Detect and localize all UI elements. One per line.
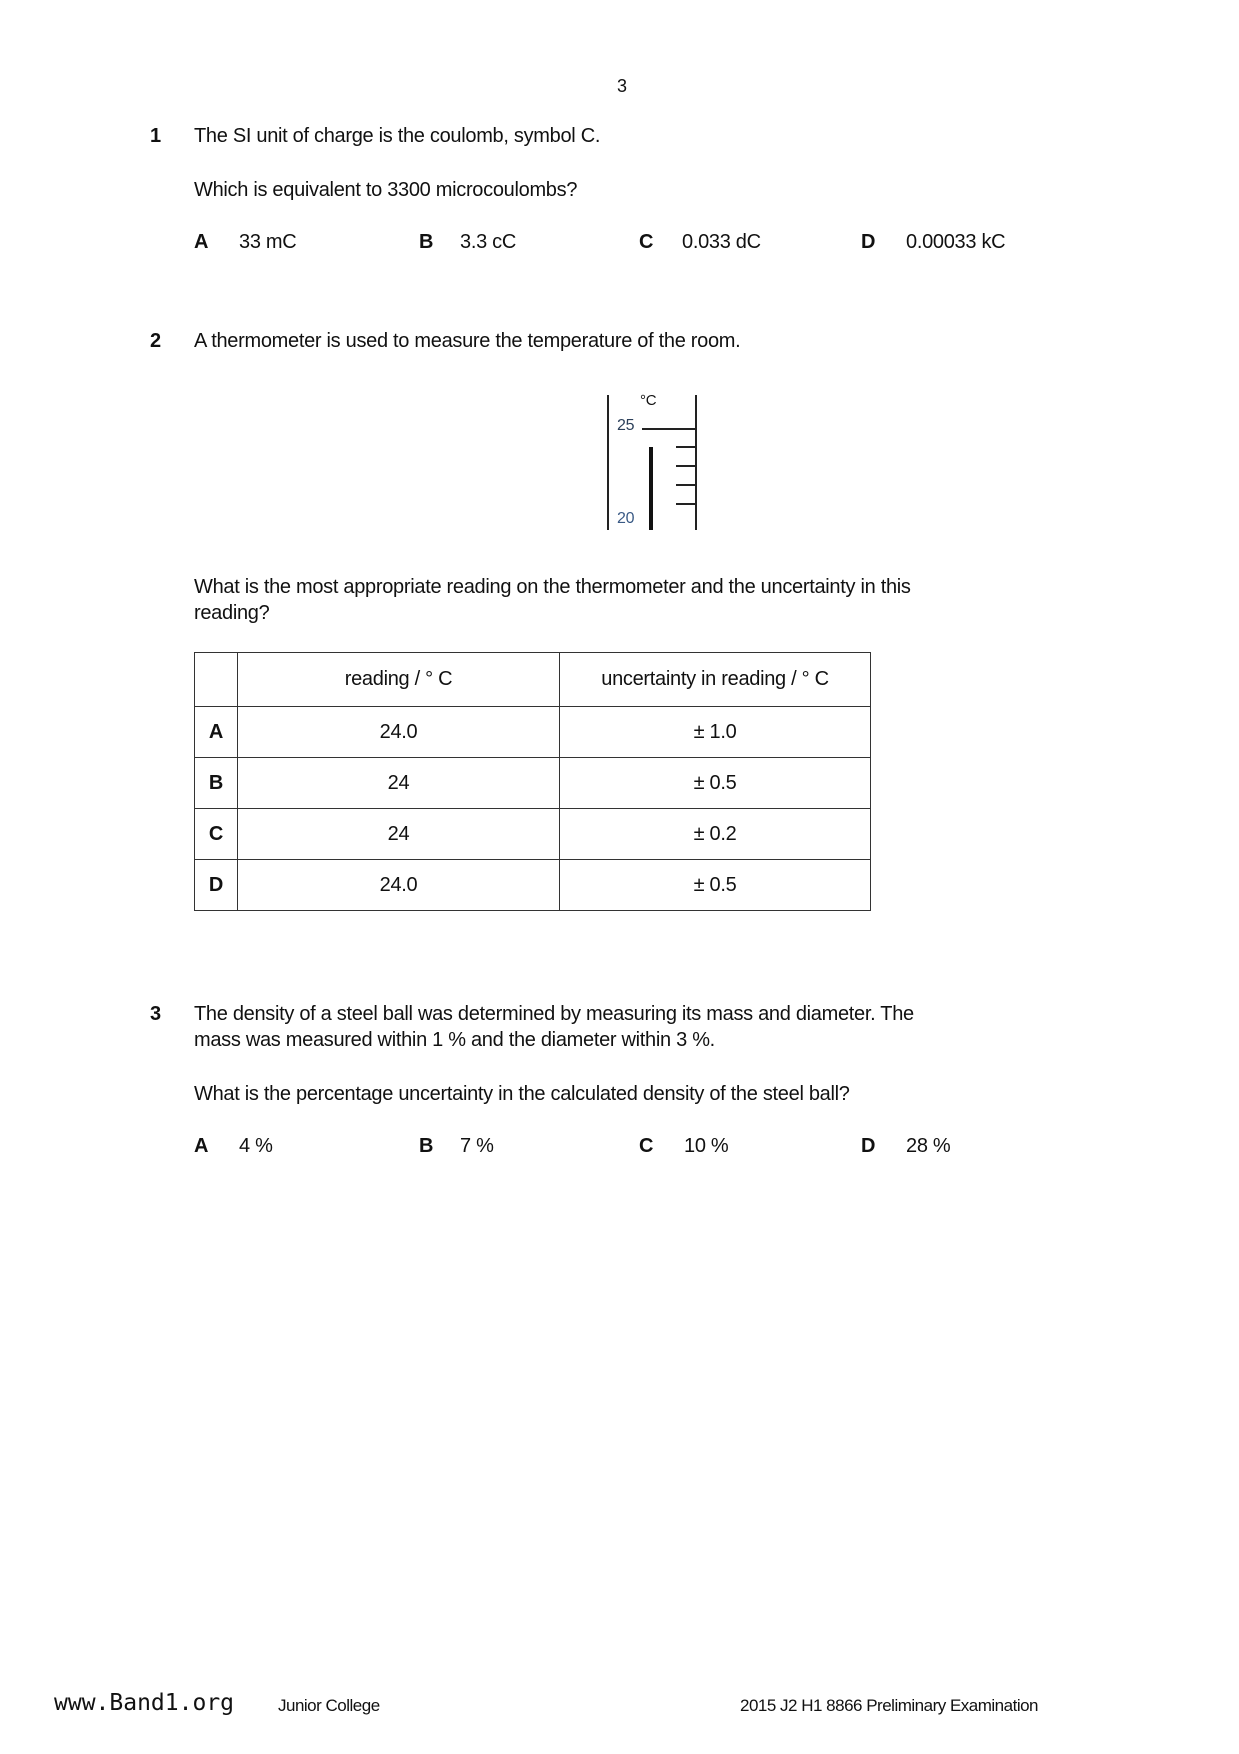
question-1-prompt: Which is equivalent to 3300 microcoulombs? [194, 179, 578, 201]
thermometer-label-25: 25 [617, 417, 635, 434]
question-1-number: 1 [150, 125, 161, 147]
footer-school: Junior College [278, 1696, 380, 1715]
q3-option-d-letter: D [861, 1135, 876, 1157]
question-3-stem-line-1: The density of a steel ball was determined by measuring its mass and diameter. The [194, 1003, 914, 1025]
tick [676, 503, 695, 505]
tick [676, 446, 695, 448]
q1-option-a-letter: A [194, 231, 209, 253]
uncertainty-cell: ± 0.2 [560, 809, 871, 860]
q3-option-a-value: 4 % [239, 1135, 273, 1157]
question-3-stem-line-2: mass was measured within 1 % and the diameter within 3 %. [194, 1029, 715, 1051]
question-2-stem: A thermometer is used to measure the temperature of the room. [194, 330, 741, 352]
footer-website: www.Band1.org [54, 1690, 235, 1716]
tick [676, 484, 695, 486]
question-2-number: 2 [150, 330, 161, 352]
table-row [195, 707, 871, 758]
question-2-prompt-line-2: reading? [194, 602, 270, 624]
question-2-prompt-line-1: What is the most appropriate reading on the thermometer and the uncertainty in this [194, 576, 911, 598]
row-letter: B [195, 758, 238, 809]
table-header-row [195, 653, 871, 707]
q3-option-c-letter: C [639, 1135, 654, 1157]
q1-option-c-value: 0.033 dC [682, 231, 761, 253]
row-letter: C [195, 809, 238, 860]
table-row [195, 809, 871, 860]
q3-option-d-value: 28 % [906, 1135, 951, 1157]
q1-option-b-letter: B [419, 231, 434, 253]
question-1-stem: The SI unit of charge is the coulomb, symbol C. [194, 125, 601, 147]
mercury-column [649, 447, 653, 530]
page-number: 3 [617, 76, 627, 96]
header-reading: reading / ° C [238, 653, 560, 707]
q1-option-d-value: 0.00033 kC [906, 231, 1006, 253]
reading-cell: 24 [238, 809, 560, 860]
row-letter: D [195, 860, 238, 911]
q1-option-c-letter: C [639, 231, 654, 253]
q3-option-c-value: 10 % [684, 1135, 729, 1157]
tick [676, 465, 695, 467]
row-letter: A [195, 707, 238, 758]
header-cell [195, 653, 238, 707]
q1-option-b-value: 3.3 cC [460, 231, 517, 253]
reading-cell: 24.0 [238, 707, 560, 758]
q3-option-b-letter: B [419, 1135, 434, 1157]
header-uncertainty: uncertainty in reading / ° C [560, 653, 871, 707]
footer-exam-title: 2015 J2 H1 8866 Preliminary Examination [740, 1696, 1039, 1715]
q3-option-a-letter: A [194, 1135, 209, 1157]
tick-25 [642, 428, 695, 430]
question-3-prompt: What is the percentage uncertainty in the calculated density of the steel ball? [194, 1083, 850, 1105]
q1-option-d-letter: D [861, 231, 876, 253]
thermometer-diagram [600, 390, 710, 535]
table-row [195, 860, 871, 911]
table-row [195, 758, 871, 809]
thermometer-unit-label: °C [640, 392, 657, 409]
reading-cell: 24.0 [238, 860, 560, 911]
uncertainty-cell: ± 0.5 [560, 860, 871, 911]
thermometer-label-20: 20 [617, 510, 635, 527]
q3-option-b-value: 7 % [460, 1135, 494, 1157]
question-3-number: 3 [150, 1003, 161, 1025]
q1-option-a-value: 33 mC [239, 231, 297, 253]
uncertainty-cell: ± 1.0 [560, 707, 871, 758]
answer-table [194, 652, 871, 911]
uncertainty-cell: ± 0.5 [560, 758, 871, 809]
reading-cell: 24 [238, 758, 560, 809]
